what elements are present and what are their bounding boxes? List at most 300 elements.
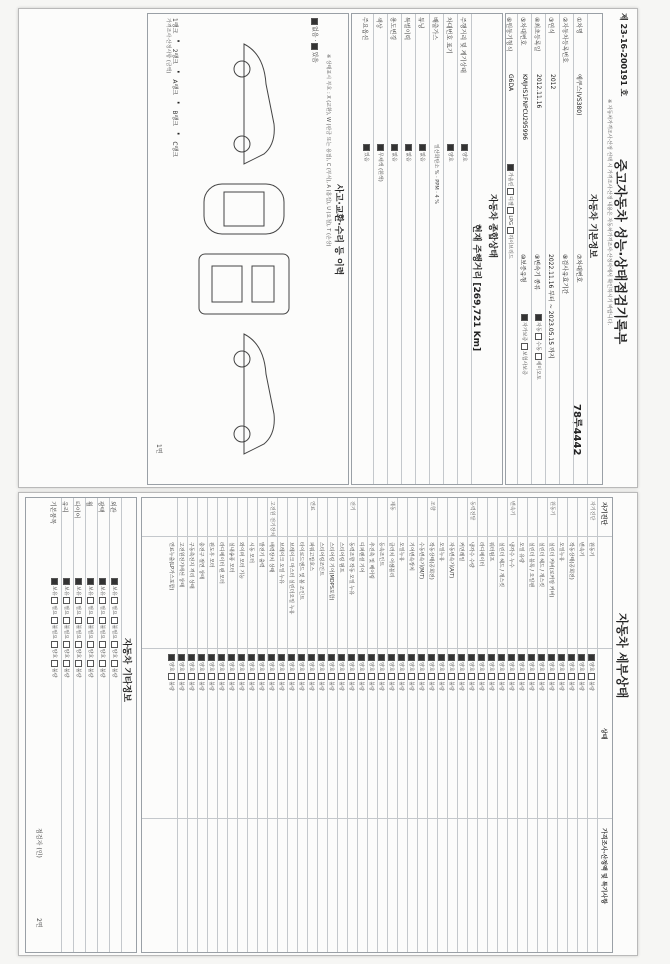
option-label: 양호 <box>51 648 57 659</box>
option-label: 불필요 <box>99 624 105 640</box>
checkbox-icon[interactable] <box>405 144 412 151</box>
checkbox-icon[interactable] <box>377 144 384 151</box>
option-label: 불량 <box>99 667 105 678</box>
part-ranks: 1랭크 · 2랭크 · A랭크 · B랭크 · C랭크 <box>169 18 188 158</box>
option-label: 보유 <box>111 586 117 596</box>
checkbox-icon[interactable] <box>507 188 514 195</box>
detail-category-header: 자기진단 <box>600 502 607 526</box>
basic-row-value: G6DA <box>507 74 514 92</box>
checkbox-icon[interactable] <box>248 654 255 661</box>
checkbox-icon[interactable] <box>408 673 415 680</box>
checkbox-icon[interactable] <box>288 673 295 680</box>
checkbox-icon[interactable] <box>238 673 245 680</box>
detail-item-state <box>188 654 195 691</box>
other-info-title: 자동차 기타정보 <box>121 638 131 702</box>
detail-item-state <box>568 654 575 691</box>
row-state <box>419 144 426 162</box>
checkbox-icon[interactable] <box>478 673 485 680</box>
option-label: 필요 <box>99 605 105 615</box>
state-label: 양호 <box>528 662 534 672</box>
checkbox-icon[interactable] <box>438 654 445 661</box>
rank-label: 2랭크 <box>171 48 178 65</box>
checkbox-icon[interactable] <box>238 654 245 661</box>
state-label: 무채색 (흰색) <box>377 152 383 182</box>
checkbox-icon[interactable] <box>268 673 275 680</box>
checkbox-icon[interactable] <box>318 654 325 661</box>
checkbox-icon[interactable] <box>51 641 58 648</box>
checkbox-icon[interactable] <box>228 673 235 680</box>
detail-row <box>567 498 578 952</box>
checkbox-icon[interactable] <box>298 673 305 680</box>
state-label: 양호 <box>298 662 304 672</box>
checkbox-icon[interactable] <box>558 673 565 680</box>
checkbox-icon[interactable] <box>308 654 315 661</box>
other-info-section <box>25 497 137 953</box>
detail-item-label: 스티어링 펌프 <box>338 542 344 573</box>
doc-number: 제 23-16-200191 호 <box>619 13 628 97</box>
transmission-options <box>535 314 542 380</box>
checkbox-icon[interactable] <box>99 578 106 585</box>
checkbox-icon[interactable] <box>308 673 315 680</box>
checkbox-icon[interactable] <box>568 673 575 680</box>
inspection-page-2 <box>18 492 638 956</box>
state-label: 불량 <box>398 681 404 691</box>
checkbox-icon[interactable] <box>168 673 175 680</box>
checkbox-icon[interactable] <box>168 654 175 661</box>
checkbox-icon[interactable] <box>588 654 595 661</box>
state-label: 양호 <box>238 662 244 672</box>
page-2-rotated-content <box>19 493 637 955</box>
detail-row <box>227 498 238 952</box>
checkbox-icon[interactable] <box>448 673 455 680</box>
state-label: 불량 <box>228 681 234 691</box>
basic-row-extra: ⑨변속기 종류 <box>533 254 540 291</box>
inspection-page-1 <box>18 8 638 488</box>
detail-row <box>187 498 198 952</box>
checkbox-icon[interactable] <box>507 164 514 171</box>
state-label: 불량 <box>428 681 434 691</box>
state-label: 불량 <box>548 681 554 691</box>
detail-category-label: 연료 <box>309 501 315 511</box>
checkbox-icon[interactable] <box>298 654 305 661</box>
detail-item-label: 오일 유량 <box>518 542 524 563</box>
other-info-label: 휠 <box>85 501 92 507</box>
checkbox-icon[interactable] <box>578 673 585 680</box>
checkbox-icon[interactable] <box>521 314 528 321</box>
detail-item-state <box>578 654 585 691</box>
checkbox-icon[interactable] <box>458 654 465 661</box>
checkbox-icon[interactable] <box>63 597 70 604</box>
state-label: 양호 <box>258 662 264 672</box>
car-top-view-icon <box>204 184 284 234</box>
detail-row <box>217 498 228 952</box>
state-label: 불량 <box>558 681 564 691</box>
checkbox-icon[interactable] <box>111 660 118 667</box>
state-label: 양호 <box>318 662 324 672</box>
state-label: 불량 <box>168 681 174 691</box>
basic-row-label: ⑤차대번호 <box>519 17 526 46</box>
checkbox-icon[interactable] <box>178 654 185 661</box>
checkbox-icon[interactable] <box>188 654 195 661</box>
detail-note-header: 가격조사·산정액 및 특기사항 <box>600 828 607 905</box>
checkbox-icon[interactable] <box>198 673 205 680</box>
checkbox-icon[interactable] <box>87 660 94 667</box>
detail-item-state <box>168 654 175 691</box>
detail-item-state <box>268 654 275 691</box>
detail-row <box>317 498 328 952</box>
detail-item-state <box>308 654 315 691</box>
basic-row-label: ④최초등록일 <box>533 17 540 52</box>
option-label: 디젤 <box>507 196 513 206</box>
state-label: 불량 <box>448 681 454 691</box>
option-label: 불필요 <box>111 624 117 640</box>
basic-row-extra: ⑦차대번호 <box>575 254 582 283</box>
checkbox-icon[interactable] <box>538 673 545 680</box>
option-label: 양호 <box>99 648 105 659</box>
detail-item-state <box>328 654 335 691</box>
checkbox-icon[interactable] <box>378 654 385 661</box>
checkbox-icon[interactable] <box>438 673 445 680</box>
checkbox-icon[interactable] <box>99 660 106 667</box>
checkbox-icon[interactable] <box>488 654 495 661</box>
checkbox-icon[interactable] <box>87 641 94 648</box>
state-label: 불량 <box>248 681 254 691</box>
checkbox-icon[interactable] <box>521 343 528 350</box>
detail-item-state <box>408 654 415 691</box>
detail-row <box>267 498 278 952</box>
checkbox-icon[interactable] <box>518 673 525 680</box>
detail-item-label: 오일누유 <box>558 542 564 562</box>
state-label: 양호 <box>478 662 484 672</box>
checkbox-icon[interactable] <box>87 597 94 604</box>
state-label: 불량 <box>308 681 314 691</box>
detail-item-label: 수동변속기(M/T) <box>418 542 424 580</box>
checkbox-icon[interactable] <box>478 654 485 661</box>
detail-row <box>377 498 388 952</box>
state-label: 양호 <box>548 662 554 672</box>
state-label: 양호 <box>578 662 584 672</box>
other-info-row <box>85 498 98 952</box>
checkbox-icon[interactable] <box>348 673 355 680</box>
checkbox-icon[interactable] <box>75 641 82 648</box>
checkbox-icon[interactable] <box>51 597 58 604</box>
detail-item-label: 배력장치 상태 <box>268 542 274 573</box>
option-label: 불량 <box>51 667 57 678</box>
detail-category-label: 동력전달 <box>469 501 475 521</box>
detail-row <box>487 498 498 952</box>
checkbox-icon[interactable] <box>258 673 265 680</box>
checkbox-icon[interactable] <box>328 673 335 680</box>
checkbox-icon[interactable] <box>507 207 514 214</box>
row-label: 차대번호 표기 <box>445 17 452 54</box>
detail-item-label: 작동상태(공회전) <box>568 542 574 580</box>
option-label: 보유 <box>75 586 81 596</box>
checkbox-icon[interactable] <box>278 673 285 680</box>
sign-label: 점검자 <box>35 828 42 846</box>
price-note: 가격조사·산정사항 (금액) <box>165 18 171 74</box>
checkbox-icon[interactable] <box>51 617 58 624</box>
detail-row <box>307 498 318 952</box>
detail-item-label: 냉각수 누수 <box>508 542 514 568</box>
detail-row <box>367 498 378 952</box>
detail-item-state <box>498 654 505 691</box>
detail-category-label: 제동 <box>389 501 395 511</box>
detail-row <box>437 498 448 952</box>
car-diagram <box>194 34 304 464</box>
checkbox-icon[interactable] <box>418 654 425 661</box>
basic-row-extra: ⑧검사유효기간 <box>561 254 568 295</box>
checkbox-icon[interactable] <box>99 617 106 624</box>
detail-row <box>287 498 298 952</box>
detail-item-state <box>298 654 305 691</box>
checkbox-icon[interactable] <box>558 654 565 661</box>
state-label: 없음 <box>405 152 411 162</box>
detail-row <box>557 498 568 952</box>
checkbox-icon[interactable] <box>398 673 405 680</box>
checkbox-icon[interactable] <box>408 654 415 661</box>
detail-row <box>277 498 288 952</box>
detail-category-label: 전기 <box>349 501 355 511</box>
checkbox-icon[interactable] <box>278 654 285 661</box>
checkbox-icon[interactable] <box>498 654 505 661</box>
checkbox-icon[interactable] <box>99 641 106 648</box>
detail-item-state <box>198 654 205 691</box>
unit-label: 4 % <box>433 194 439 204</box>
state-label: 불량 <box>528 681 534 691</box>
detail-item-state <box>338 654 345 691</box>
page-2-label: 2면 <box>35 918 42 928</box>
state-label: 불량 <box>568 681 574 691</box>
detail-item-state <box>538 654 545 691</box>
checkbox-icon[interactable] <box>75 578 82 585</box>
state-label: 불량 <box>588 681 594 691</box>
detail-item-label: 타이로드엔드 및 볼 조인트 <box>298 542 304 600</box>
state-label: 양호 <box>568 662 574 672</box>
detail-row <box>537 498 548 952</box>
checkbox-icon[interactable] <box>178 673 185 680</box>
checkbox-icon[interactable] <box>518 654 525 661</box>
state-label: 양호 <box>338 662 344 672</box>
checkbox-icon[interactable] <box>311 43 318 50</box>
checkbox-icon[interactable] <box>368 654 375 661</box>
detail-item-label: 충전구 절연 상태 <box>198 542 204 579</box>
state-label: 없음 <box>391 152 397 162</box>
detail-row <box>577 498 588 952</box>
other-info-label: 외관 <box>109 501 116 513</box>
checkbox-icon[interactable] <box>268 654 275 661</box>
comprehensive-row <box>373 14 388 484</box>
checkbox-icon[interactable] <box>348 654 355 661</box>
checkbox-icon[interactable] <box>578 654 585 661</box>
checkbox-icon[interactable] <box>428 654 435 661</box>
checkbox-icon[interactable] <box>507 227 514 234</box>
state-label: 불량 <box>408 681 414 691</box>
checkbox-icon[interactable] <box>388 673 395 680</box>
checkbox-icon[interactable] <box>318 673 325 680</box>
checkbox-icon[interactable] <box>99 597 106 604</box>
checkbox-icon[interactable] <box>248 673 255 680</box>
checkbox-icon[interactable] <box>75 617 82 624</box>
row-label: 튜닝 <box>417 17 424 29</box>
checkbox-icon[interactable] <box>548 654 555 661</box>
checkbox-icon[interactable] <box>75 597 82 604</box>
state-label: 불량 <box>208 681 214 691</box>
checkbox-icon[interactable] <box>87 578 94 585</box>
checkbox-icon[interactable] <box>188 673 195 680</box>
checkbox-icon[interactable] <box>468 673 475 680</box>
detail-item-label: 작동상태(공회전) <box>428 542 434 580</box>
detail-item-state <box>548 654 555 691</box>
checkbox-icon[interactable] <box>63 660 70 667</box>
basic-row <box>545 14 560 484</box>
checkbox-icon[interactable] <box>111 617 118 624</box>
checkbox-icon[interactable] <box>75 660 82 667</box>
accident-history: 없음 · 있음 <box>311 18 320 63</box>
detail-item-label: 실린더 헤드 / 개스킷 <box>498 542 504 588</box>
checkbox-icon[interactable] <box>388 654 395 661</box>
checkbox-icon[interactable] <box>63 578 70 585</box>
detail-item-state <box>218 654 225 691</box>
comprehensive-title: 자동차 종합상태 <box>487 194 497 258</box>
checkbox-icon[interactable] <box>111 597 118 604</box>
detail-item-state <box>228 654 235 691</box>
basic-row-label: ⑥원동기형식 <box>505 17 512 52</box>
checkbox-icon[interactable] <box>358 654 365 661</box>
checkbox-icon[interactable] <box>508 654 515 661</box>
checkbox-icon[interactable] <box>368 673 375 680</box>
checkbox-icon[interactable] <box>448 654 455 661</box>
checkbox-icon[interactable] <box>535 353 542 360</box>
state-label: 일산화탄소 <box>433 144 439 169</box>
checkbox-icon[interactable] <box>498 673 505 680</box>
checkbox-icon[interactable] <box>338 654 345 661</box>
option-label: 필요 <box>87 605 93 615</box>
checkbox-icon[interactable] <box>288 654 295 661</box>
detail-item-state <box>358 654 365 691</box>
accident-section <box>147 13 349 485</box>
option-label: 보유 <box>99 586 105 596</box>
detail-row <box>477 498 488 952</box>
state-label: 양호 <box>268 662 274 672</box>
basic-info-title: 자동차 기본정보 <box>587 194 597 258</box>
option-label: 가솔린 <box>507 172 513 187</box>
detail-item-state <box>478 654 485 691</box>
other-info-row <box>61 498 74 952</box>
checkbox-icon[interactable] <box>311 18 318 25</box>
checkbox-icon[interactable] <box>528 654 535 661</box>
basic-row-label: ③연식 <box>547 17 554 34</box>
checkbox-icon[interactable] <box>508 673 515 680</box>
checkbox-icon[interactable] <box>63 617 70 624</box>
state-label: 불량 <box>388 681 394 691</box>
detail-item-label: 고전원전기배선 상태 <box>178 542 184 588</box>
checkbox-icon[interactable] <box>208 673 215 680</box>
detail-row <box>427 498 438 952</box>
checkbox-icon[interactable] <box>218 654 225 661</box>
checkbox-icon[interactable] <box>51 660 58 667</box>
state-label: 양호 <box>288 662 294 672</box>
checkbox-icon[interactable] <box>458 673 465 680</box>
checkbox-icon[interactable] <box>338 673 345 680</box>
detail-item-state <box>468 654 475 691</box>
option-label: 자가보증 <box>521 322 527 342</box>
checkbox-icon[interactable] <box>198 654 205 661</box>
other-info-label: 유리 <box>61 501 68 513</box>
checkbox-icon[interactable] <box>538 654 545 661</box>
row-state <box>377 144 384 182</box>
rank-label: 1랭크 <box>171 18 178 34</box>
checkbox-icon[interactable] <box>378 673 385 680</box>
basic-row-extra: ⑩보증유형 <box>519 254 526 283</box>
detail-item-label: 등속조인트 <box>378 542 384 567</box>
accident-title: 사고·교환·수리 등 이력 <box>333 184 343 276</box>
state-label: 불량 <box>538 681 544 691</box>
checkbox-icon[interactable] <box>535 333 542 340</box>
checkbox-icon[interactable] <box>63 641 70 648</box>
checkbox-icon[interactable] <box>111 578 118 585</box>
detail-item-state <box>428 654 435 691</box>
checkbox-icon[interactable] <box>428 673 435 680</box>
detail-item-state <box>558 654 565 691</box>
checkbox-icon[interactable] <box>398 654 405 661</box>
state-label: 불량 <box>478 681 484 691</box>
checkbox-icon[interactable] <box>258 654 265 661</box>
option-label: 불필요 <box>87 624 93 640</box>
checkbox-icon[interactable] <box>218 673 225 680</box>
checkbox-icon[interactable] <box>528 673 535 680</box>
checkbox-icon[interactable] <box>111 641 118 648</box>
checkbox-icon[interactable] <box>535 314 542 321</box>
detail-row <box>447 498 458 952</box>
basic-row-value: 2012 <box>549 74 556 90</box>
detail-item-state <box>278 654 285 691</box>
checkbox-icon[interactable] <box>51 578 58 585</box>
checkbox-icon[interactable] <box>488 673 495 680</box>
checkbox-icon[interactable] <box>87 617 94 624</box>
warranty-options <box>521 314 528 375</box>
checkbox-icon[interactable] <box>419 144 426 151</box>
state-label: 양호 <box>328 662 334 672</box>
basic-row-label: ①차명 <box>575 17 582 34</box>
checkbox-icon[interactable] <box>568 654 575 661</box>
detail-category-label: 변속기 <box>509 501 515 516</box>
checkbox-icon[interactable] <box>418 673 425 680</box>
checkbox-icon[interactable] <box>588 673 595 680</box>
detail-row <box>547 498 558 952</box>
row-state <box>405 144 412 162</box>
checkbox-icon[interactable] <box>208 654 215 661</box>
comprehensive-row <box>415 14 430 484</box>
option-label: 불필요 <box>63 624 69 640</box>
checkbox-icon[interactable] <box>328 654 335 661</box>
checkbox-icon[interactable] <box>548 673 555 680</box>
detail-item-label: 동력조향 작동 오일 누유 <box>348 542 354 596</box>
state-label: 양호 <box>368 662 374 672</box>
state-label: 양호 <box>558 662 564 672</box>
checkbox-icon[interactable] <box>468 654 475 661</box>
detail-row <box>517 498 528 952</box>
other-info-row <box>49 498 62 952</box>
checkbox-icon[interactable] <box>363 144 370 151</box>
checkbox-icon[interactable] <box>358 673 365 680</box>
row-state <box>447 144 454 162</box>
checkbox-icon[interactable] <box>447 144 454 151</box>
checkbox-icon[interactable] <box>461 144 468 151</box>
detail-row <box>457 498 468 952</box>
checkbox-icon[interactable] <box>228 654 235 661</box>
state-label: 불량 <box>328 681 334 691</box>
checkbox-icon[interactable] <box>391 144 398 151</box>
